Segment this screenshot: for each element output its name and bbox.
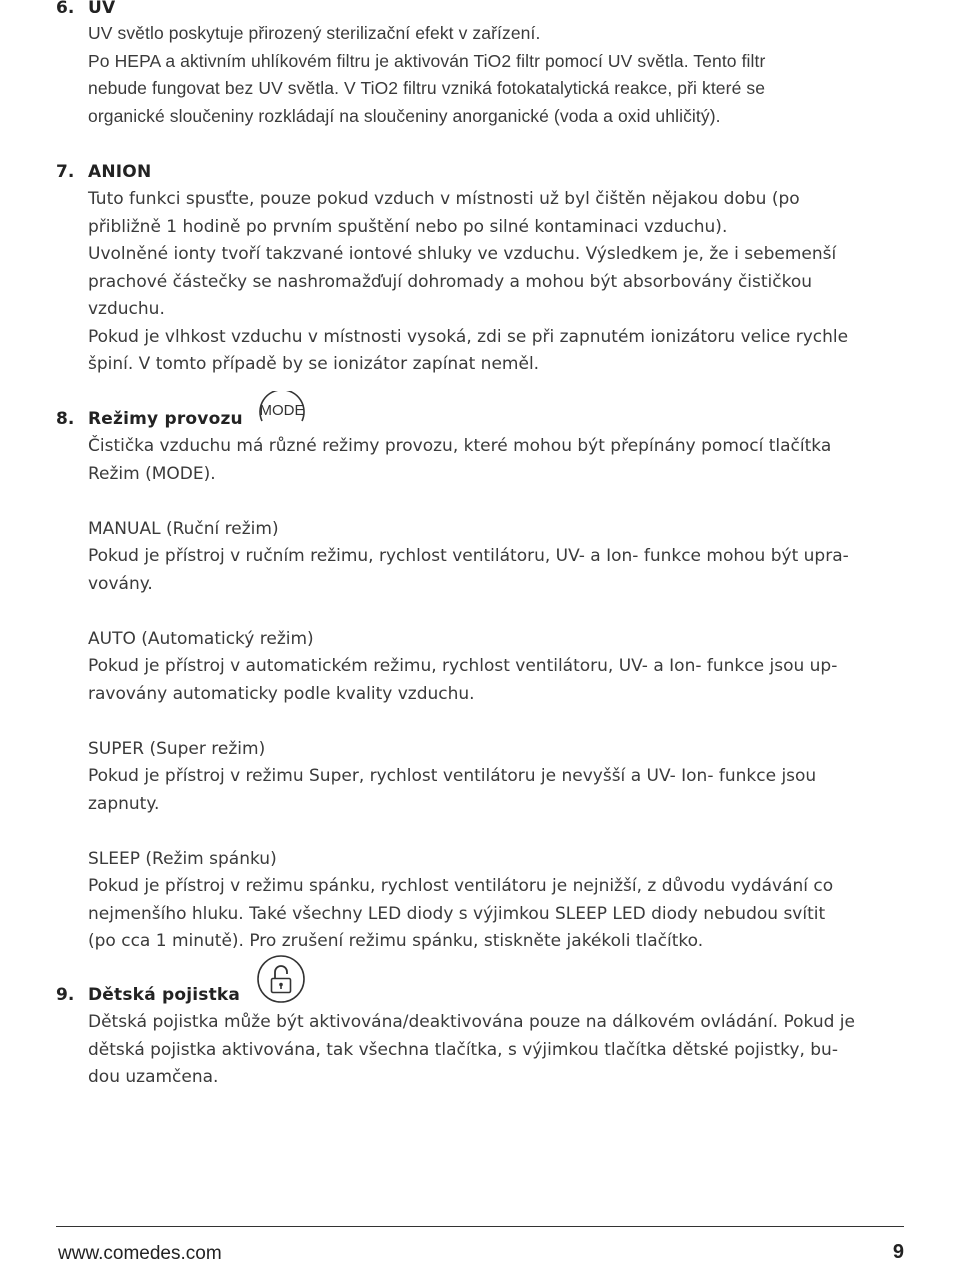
section-number: 7. [56,162,75,182]
body-line: Pokud je přístroj v režimu spánku, rychlost ventilátoru je nejnižší, z důvodu vydávání co [88,876,834,896]
mode-name-sleep: SLEEP (Režim spánku) [88,848,277,869]
body-line: Pokud je přístroj v režimu Super, rychlost ventilátoru je nevyšší a UV- Ion- funkce jsou [88,766,817,786]
section-number: 8. [56,409,75,429]
body-line: dětská pojistka aktivována, tak všechna tlačítka, s výjimkou tlačítka dětské pojistky, bu- [88,1039,838,1060]
section-title: UV [88,0,116,18]
body-line: špiní. V tomto případě by se ionizátor zapínat neměl. [88,354,540,374]
body-line: Po HEPA a aktivním uhlíkovém filtru je aktivován TiO2 filtr pomocí UV světla. Tento filtr [88,50,766,71]
section-title: ANION [88,162,152,182]
child-lock-icon [255,953,307,1005]
section-title: Dětská pojistka [88,985,241,1005]
section-number: 9. [56,985,75,1005]
body-line: Dětská pojistka může být aktivována/deaktivována pouze na dálkovém ovládání. Pokud je [88,1012,855,1032]
mode-name-auto: AUTO (Automatický režim) [88,628,314,649]
body-line: Čistička vzduchu má různé režimy provozu, které mohou být přepínány pomocí tlačítka [88,436,832,456]
body-line: Pokud je přístroj v ručním režimu, rychlost ventilátoru, UV- a Ion- funkce mohou být upra- [88,546,849,566]
body-line: Pokud je vlhkost vzduchu v místnosti vysoká, zdi se při zapnutém ionizátoru velice rychle [88,326,849,347]
section-body [88,1009,898,1092]
body-line: nebude fungovat bez UV světla. V TiO2 filtru vzniká fotokatalytická reakce, při které se [88,78,766,98]
section-title: Režimy provozu [88,409,243,429]
body-line: Pokud je přístroj v automatickém režimu, rychlost ventilátoru, UV- a Ion- funkce jsou up- [88,656,838,676]
mode-button-icon [256,391,308,433]
page-number: 9 [892,1241,904,1263]
mode-name-super: SUPER (Super režim) [88,738,266,759]
body-line: dou uzamčena. [88,1067,219,1087]
body-line: Režim (MODE). [88,463,216,484]
section-body [88,20,898,130]
body-line: nejmenšího hluku. Také všechny LED diody s výjimkou SLEEP LED diody nebudou svítit [88,903,826,924]
body-line: zapnuty. [88,793,160,814]
body-line: organické sloučeniny rozkládají na sloučeniny anorganické (voda a oxid uhličitý). [88,105,721,126]
body-line: Tuto funkci spusťte, pouze pokud vzduch v místnosti už byl čištěn nějakou dobu (po [88,189,800,209]
footer-divider [56,1226,904,1227]
body-line: ravovány automaticky podle kvality vzduchu. [88,683,475,704]
footer-url: www.comedes.com [58,1243,222,1264]
mode-name-manual: MANUAL (Ruční režim) [88,518,279,539]
body-line: vzduchu. [88,299,165,319]
body-line: Uvolněné ionty tvoří takzvané iontové shluky ve vzduchu. Výsledkem je, že i sebemenší [88,244,837,264]
body-line: přibližně 1 hodině po prvním spuštění nebo po silné kontaminaci vzduchu). [88,216,728,237]
body-line: (po cca 1 minutě). Pro zrušení režimu spánku, stiskněte jakékoli tlačítko. [88,931,704,951]
mode-icon-label: MODE [259,402,305,419]
body-line: prachové částečky se nashromažďují dohromady a mohou být absorbovány čističkou [88,271,813,292]
section-number: 6. [56,0,75,18]
section-body [88,433,898,956]
section-body [88,186,898,379]
body-line: vovány. [88,573,153,594]
body-line: UV světlo poskytuje přirozený sterilizační efekt v zařízení. [88,23,541,43]
